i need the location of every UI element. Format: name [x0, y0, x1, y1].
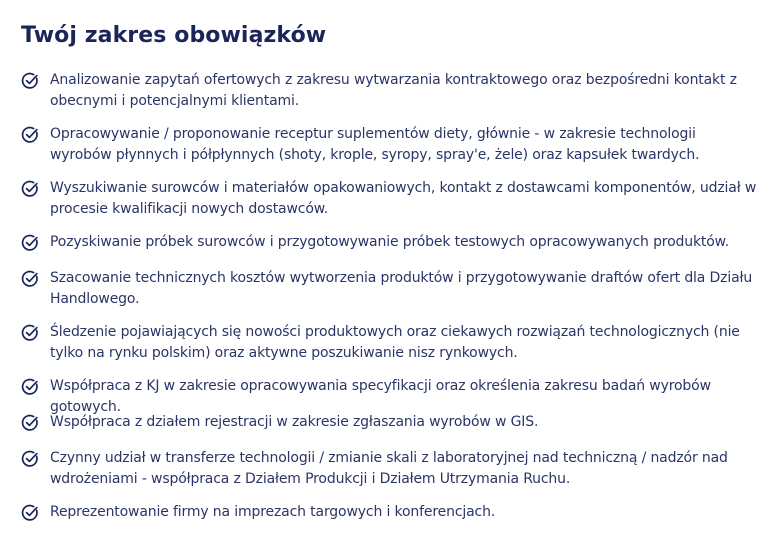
list-item-text: Wyszukiwanie surowców i materiałów opakowaniowych, kontakt z dostawcami komponentów, udział w procesie kwalifikacji nowych dostawców.: [50, 180, 757, 217]
list-item-text: Analizowanie zapytań ofertowych z zakresu wytwarzania kontraktowego oraz bezpośredni kontakt z obecnymi i potencjalnymi klientami.: [50, 72, 737, 109]
list-item: [21, 268, 761, 310]
list-item: [21, 124, 761, 166]
list-item: [21, 502, 761, 523]
check-circle-icon: [21, 324, 39, 342]
list-item: [21, 70, 761, 112]
list-item-text: Śledzenie pojawiających się nowości produktowych oraz ciekawych rozwiązań technologicznych (nie tylko na rynku polskim) oraz aktywne poszukiwanie nisz rynkowych.: [50, 324, 740, 361]
list-item-text: Pozyskiwanie próbek surowców i przygotowywanie próbek testowych opracowywanych produktów.: [50, 234, 730, 250]
list-item-text: Współpraca z działem rejestracji w zakresie zgłaszania wyrobów w GIS.: [50, 414, 539, 430]
check-circle-icon: [21, 414, 39, 432]
list-item: [21, 232, 761, 253]
list-item: [21, 322, 761, 364]
list-item: [21, 448, 761, 490]
check-circle-icon: [21, 180, 39, 198]
check-circle-icon: [21, 504, 39, 522]
list-item-text: Współpraca z KJ w zakresie opracowywania specyfikacji oraz określenia zakresu badań wyrobów gotowych.: [50, 378, 711, 415]
check-circle-icon: [21, 234, 39, 252]
list-item: [21, 412, 761, 433]
check-circle-icon: [21, 270, 39, 288]
check-circle-icon: [21, 378, 39, 396]
list-item-text: Opracowywanie / proponowanie receptur suplementów diety, głównie - w zakresie technologii wyrobów płynnych i półpłynnych (shoty, krople, syropy, spray'e, żele) oraz kapsułek twardych.: [50, 126, 700, 163]
check-circle-icon: [21, 450, 39, 468]
list-item-text: Czynny udział w transferze technologii / zmianie skali z laboratoryjnej nad techniczną / nadzór nad wdrożeniami - współpraca z Działem Produkcji i Działem Utrzymania Ruchu.: [50, 450, 728, 487]
list-item-text: Reprezentowanie firmy na imprezach targowych i konferencjach.: [50, 504, 496, 520]
section-title: Twój zakres obowiązków: [21, 23, 327, 48]
list-item: [21, 178, 761, 220]
check-circle-icon: [21, 126, 39, 144]
list-item-text: Szacowanie technicznych kosztów wytworzenia produktów i przygotowywanie draftów ofert dla Działu Handlowego.: [50, 270, 753, 307]
check-circle-icon: [21, 72, 39, 90]
